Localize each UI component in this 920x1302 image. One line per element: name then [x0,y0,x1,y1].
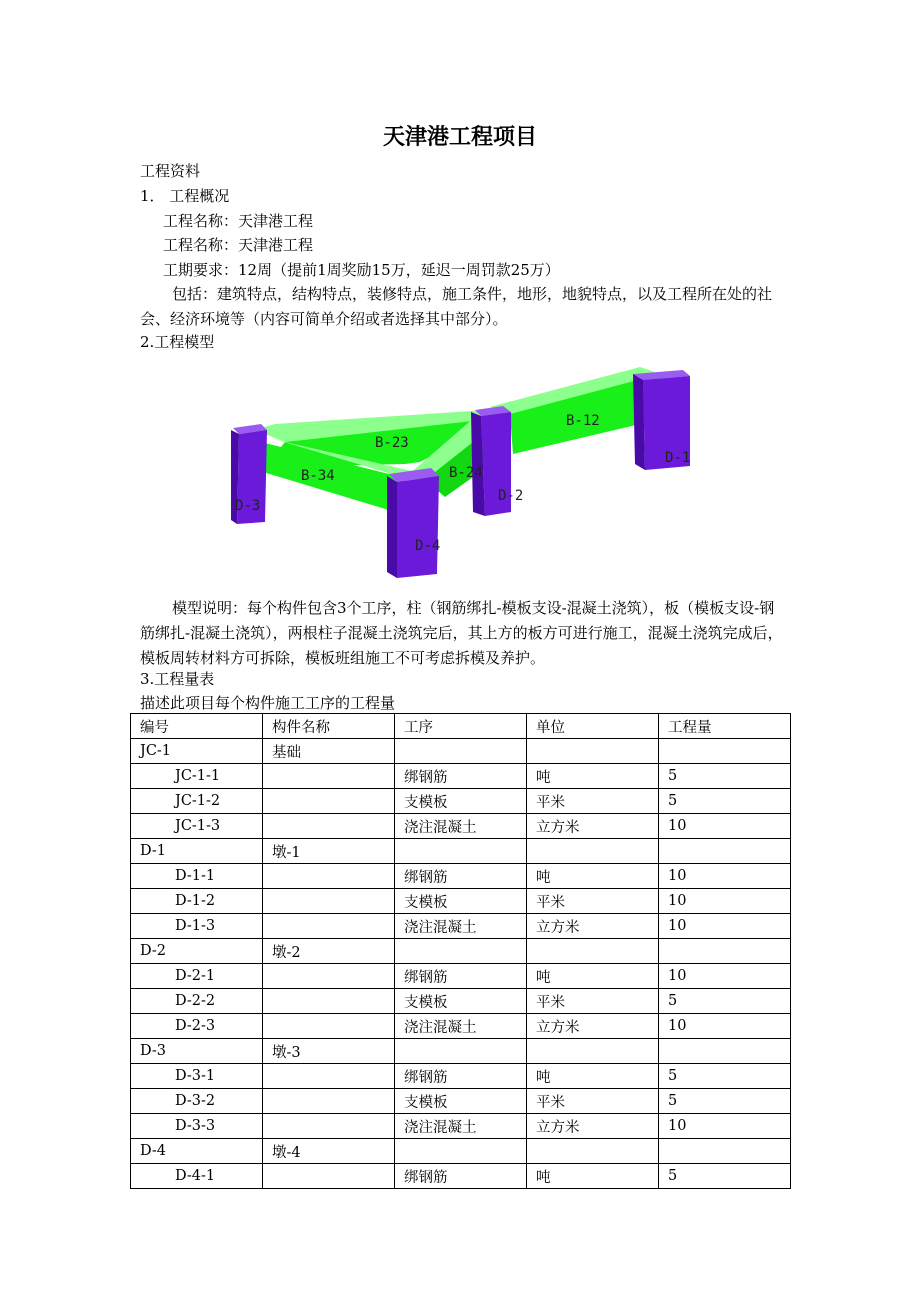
cell-code: JC-1 [131,739,263,764]
cell-process: 浇注混凝土 [395,1014,527,1039]
cell-process [395,839,527,864]
cell-quantity: 5 [659,1164,791,1189]
cell-unit [527,739,659,764]
cell-code: D-3 [131,1039,263,1064]
cell-code: JC-1-3 [131,814,263,839]
cell-unit: 立方米 [527,914,659,939]
cell-code: D-1-3 [131,914,263,939]
table-row [131,789,791,814]
schedule-requirement-line: 工期要求：12周（提前1周奖励15万，延迟一周罚款25万） [163,261,560,279]
cell-quantity: 10 [659,914,791,939]
cell-quantity: 5 [659,789,791,814]
table-row [131,1014,791,1039]
header-quantity: 工程量 [659,714,791,739]
cell-code: D-1-2 [131,889,263,914]
cell-quantity: 10 [659,1014,791,1039]
cell-quantity [659,839,791,864]
cell-quantity: 10 [659,889,791,914]
label-b24: B-24 [449,465,483,481]
cell-process: 支模板 [395,789,527,814]
table-row [131,764,791,789]
cell-component-name [263,789,395,814]
cell-unit: 吨 [527,964,659,989]
header-code: 编号 [131,714,263,739]
cell-code: D-1 [131,839,263,864]
quantities-heading: 3.工程量表 [140,670,215,688]
cell-code: D-3-3 [131,1114,263,1139]
cell-code: D-3-2 [131,1089,263,1114]
table-row [131,1089,791,1114]
cell-component-name [263,1089,395,1114]
cell-process: 浇注混凝土 [395,814,527,839]
cell-component-name [263,764,395,789]
cell-code: D-2-1 [131,964,263,989]
label-d4: D-4 [415,538,441,554]
cell-process: 绑钢筋 [395,864,527,889]
cell-code: D-4-1 [131,1164,263,1189]
header-component-name: 构件名称 [263,714,395,739]
model-description-paragraph: 模型说明：每个构件包含3个工序，柱（钢筋绑扎-模板支设-混凝土浇筑），板（模板支设-钢筋绑扎-混凝土浇筑），两根柱子混凝土浇筑完后，其上方的板方可进行施工，混凝土浇筑完成后，模板周转材料方可拆除，模板班组施工不可考虑拆模及养护。 [140,599,783,667]
cell-component-name: 墩-2 [263,939,395,964]
cell-unit: 立方米 [527,1014,659,1039]
cell-unit: 吨 [527,1064,659,1089]
quantity-table [130,713,791,1189]
cell-process: 绑钢筋 [395,1064,527,1089]
cell-process: 绑钢筋 [395,764,527,789]
table-row [131,739,791,764]
header-unit: 单位 [527,714,659,739]
includes-paragraph: 包括：建筑特点，结构特点，装修特点，施工条件，地形，地貌特点，以及工程所在处的社会、经济环境等（内容可简单介绍或者选择其中部分）。 [140,285,773,328]
cell-quantity [659,939,791,964]
cell-process: 浇注混凝土 [395,1114,527,1139]
cell-unit [527,1139,659,1164]
cell-component-name [263,1114,395,1139]
cell-process [395,1139,527,1164]
cell-code: D-3-1 [131,1064,263,1089]
cell-unit [527,1039,659,1064]
cell-unit: 吨 [527,1164,659,1189]
cell-component-name [263,864,395,889]
cell-component-name [263,989,395,1014]
cell-code: D-4 [131,1139,263,1164]
cell-process: 浇注混凝土 [395,914,527,939]
cell-code: JC-1-1 [131,764,263,789]
cell-quantity: 10 [659,814,791,839]
cell-process: 绑钢筋 [395,964,527,989]
cell-quantity [659,739,791,764]
project-name-line: 工程名称：天津港工程 [163,212,314,230]
label-b12: B-12 [566,413,600,429]
project-name-line-repeat: 工程名称：天津港工程 [163,236,314,254]
cell-component-name: 墩-4 [263,1139,395,1164]
label-d3: D-3 [235,498,261,514]
cell-quantity: 5 [659,1089,791,1114]
table-row [131,1139,791,1164]
cell-code: D-2-2 [131,989,263,1014]
cell-component-name: 墩-1 [263,839,395,864]
cell-quantity: 5 [659,989,791,1014]
cell-unit [527,839,659,864]
table-row [131,1039,791,1064]
cell-quantity: 5 [659,764,791,789]
structure-model-figure [225,362,705,584]
cell-quantity: 5 [659,1064,791,1089]
cell-process: 支模板 [395,1089,527,1114]
model-heading: 2.工程模型 [140,333,215,351]
cell-component-name [263,889,395,914]
cell-component-name [263,1064,395,1089]
cell-component-name [263,964,395,989]
section-heading: 工程资料 [140,162,201,180]
label-b34: B-34 [301,468,335,484]
cell-process: 绑钢筋 [395,1164,527,1189]
cell-process: 支模板 [395,889,527,914]
label-d1: D-1 [665,450,691,466]
header-process: 工序 [395,714,527,739]
cell-code: D-2 [131,939,263,964]
label-d2: D-2 [498,488,524,504]
table-row [131,1114,791,1139]
cell-quantity [659,1039,791,1064]
cell-code: JC-1-2 [131,789,263,814]
table-row [131,814,791,839]
cell-quantity: 10 [659,964,791,989]
cell-component-name [263,814,395,839]
overview-heading: 1． 工程概况 [140,187,230,205]
table-row [131,1064,791,1089]
cell-unit: 平米 [527,1089,659,1114]
cell-component-name [263,914,395,939]
cell-quantity: 10 [659,1114,791,1139]
label-b23: B-23 [375,435,409,451]
quantities-caption: 描述此项目每个构件施工工序的工程量 [140,694,396,712]
table-row [131,914,791,939]
cell-process [395,939,527,964]
table-row [131,1164,791,1189]
cell-component-name: 基础 [263,739,395,764]
table-body [131,739,791,1189]
cell-code: D-1-1 [131,864,263,889]
cell-unit: 吨 [527,864,659,889]
cell-unit: 立方米 [527,1114,659,1139]
cell-process [395,1039,527,1064]
column-d4-shape [387,468,439,578]
table-row [131,889,791,914]
cell-unit: 吨 [527,764,659,789]
cell-component-name [263,1014,395,1039]
cell-unit: 平米 [527,989,659,1014]
table-header-row [131,714,791,739]
cell-unit [527,939,659,964]
table-row [131,839,791,864]
table-row [131,989,791,1014]
cell-component-name: 墩-3 [263,1039,395,1064]
cell-unit: 平米 [527,789,659,814]
table-row [131,939,791,964]
cell-quantity: 10 [659,864,791,889]
table-row [131,864,791,889]
cell-unit: 平米 [527,889,659,914]
cell-process [395,739,527,764]
page-title: 天津港工程项目 [382,125,537,150]
cell-code: D-2-3 [131,1014,263,1039]
cell-process: 支模板 [395,989,527,1014]
cell-unit: 立方米 [527,814,659,839]
cell-quantity [659,1139,791,1164]
cell-component-name [263,1164,395,1189]
table-row [131,964,791,989]
